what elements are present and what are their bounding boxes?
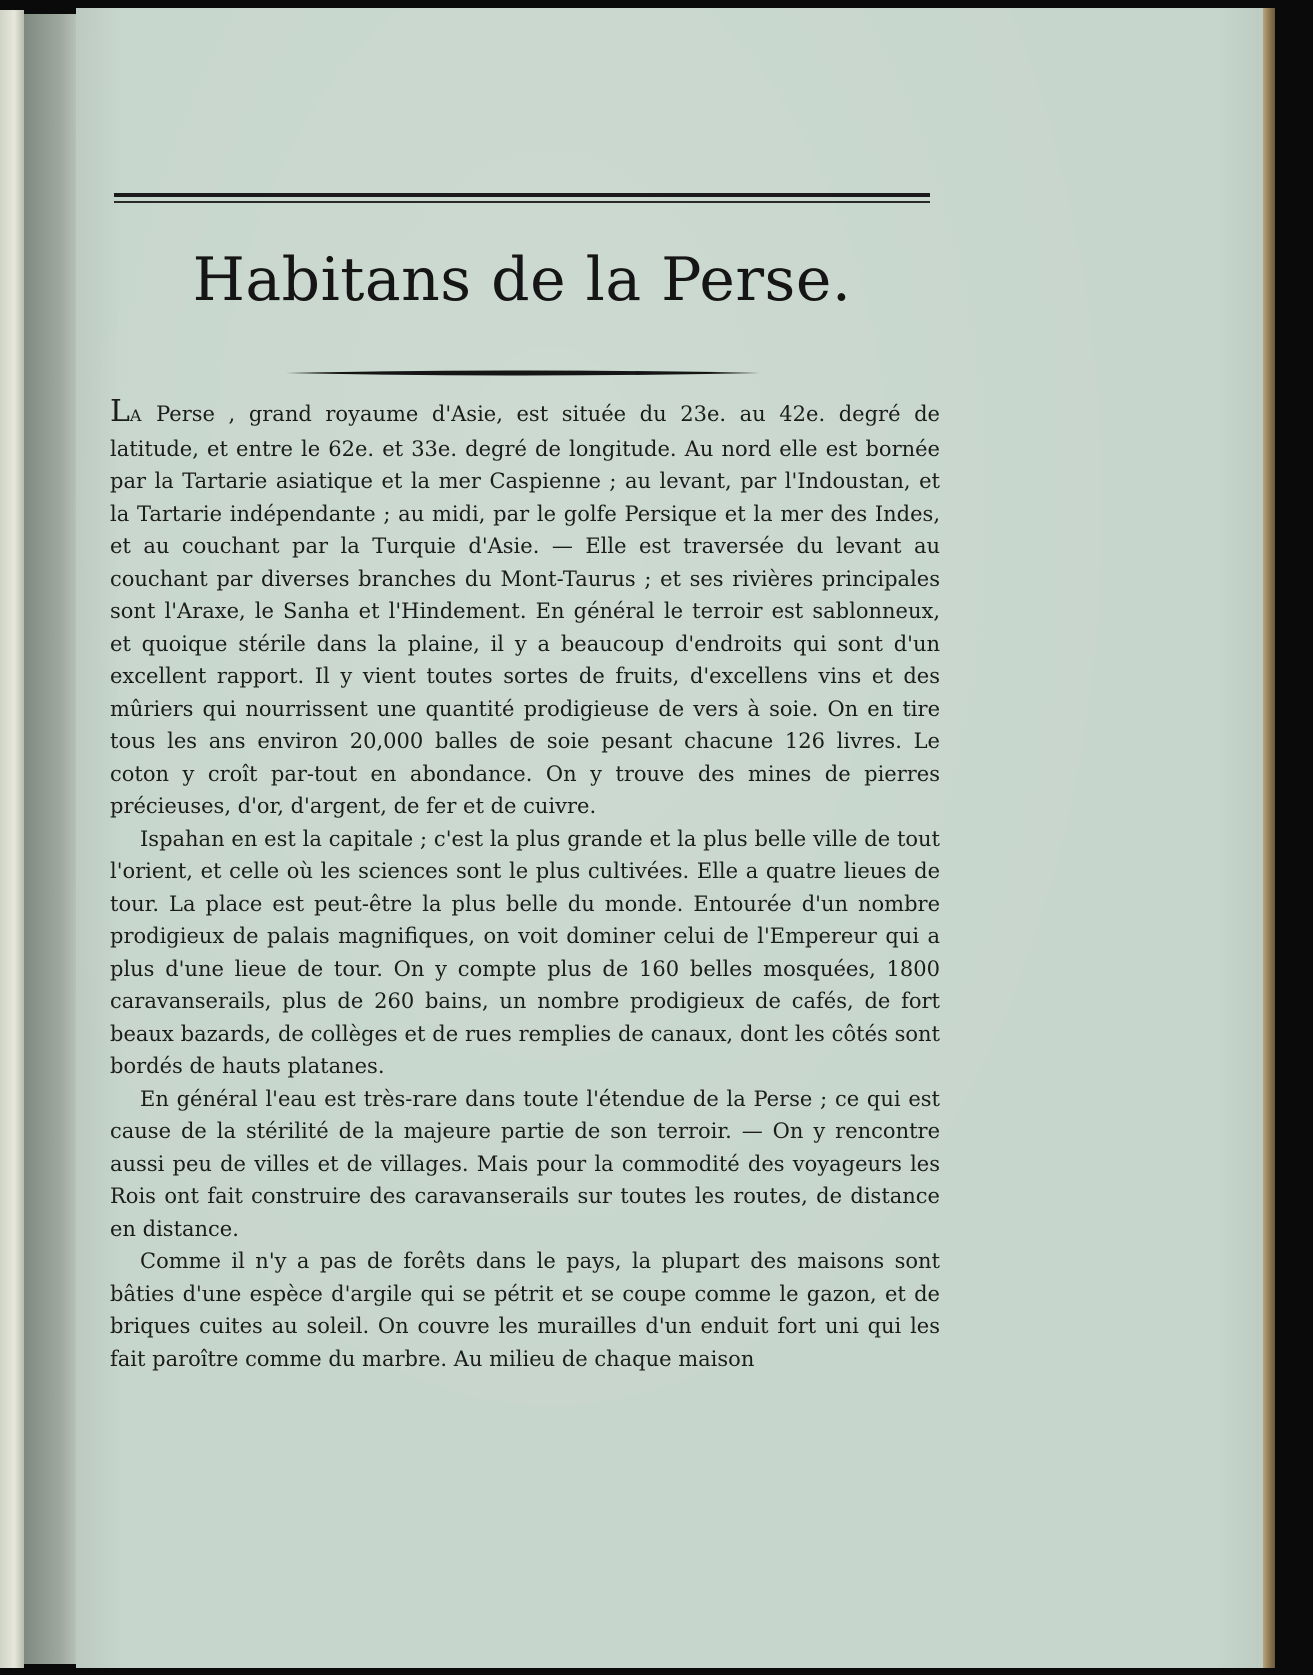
paragraph-1-text: Perse , grand royaume d'Asie, est située du 23e. au 42e. degré de latitude, et entre le 62e. et 33e. degré de longitude. Au nord elle est bornée par la Tartarie asiatique et la mer Caspienne ; au levant, par l'Indoustan, et la Tartarie indépendante ; au midi, par le golfe Persique et la mer des Indes, et au couchant par la Turquie d'Asie. — Elle est traversée du levant au couchant par diverses branches du Mont-Taurus ; et ses rivières principales sont l'Araxe, le Sanha et l'Hindement. En général le terroir est sablonneux, et quoique stérile dans la plaine, il y a beaucoup d'endroits qui sont d'un excellent rapport. Il y vient toutes sortes de fruits, d'excellens vins et des mûriers qui nourrissent une quantité prodigieuse de vers à soie. On en tire tous les ans environ 20,000 balles de soie pesant chacune 126 livres. Le coton y croît par-tout en abondance. On y trouve des mines de pierres précieuses, d'or, d'argent, de fer et de cuivre. [110, 402, 940, 818]
paragraph-1 [110, 394, 940, 823]
header-rule-thick [114, 193, 930, 197]
header-rule-thin [114, 201, 930, 203]
drop-cap: L [110, 394, 130, 429]
header-double-rule [114, 193, 930, 205]
paragraph-4: Comme il n'y a pas de forêts dans le pays, la plupart des maisons sont bâties d'une espèce d'argile qui se pétrit et se coupe comme le gazon, et de briques cuites au soleil. On couvre les murailles d'un enduit fort uni qui les fait paroître comme du marbre. Au milieu de chaque maison [110, 1249, 940, 1371]
ornament-rule-icon [286, 370, 760, 376]
paragraph-2: Ispahan en est la capitale ; c'est la plus grande et la plus belle ville de tout l'orient, et celle où les sciences sont le plus cultivées. Elle a quatre lieues de tour. La place est peut-être la plus belle du monde. Entourée d'un nombre prodigieux de palais magnifiques, on voit dominer celui de l'Empereur qui a plus d'une lieue de tour. On y compte plus de 160 belles mosquées, 1800 caravanserails, plus de 260 bains, un nombre prodigieux de cafés, de fort beaux bazards, de collèges et de rues remplies de canaux, dont les côtés sont bordés de hauts platanes. [110, 826, 940, 1078]
article-body [110, 394, 940, 1375]
left-page-edge [0, 10, 24, 1668]
page-fore-edge [1263, 8, 1275, 1668]
book-gutter [24, 14, 76, 1664]
page-title: Habitans de la Perse. [192, 245, 852, 315]
title-ornament-rule [286, 370, 760, 376]
small-cap: A [129, 406, 143, 425]
paragraph-3: En général l'eau est très-rare dans toute l'étendue de la Perse ; ce qui est cause de la stérilité de la majeure partie de son terroir. — On y rencontre aussi peu de villes et de villages. Mais pour la commodité des voyageurs les Rois ont fait construire des caravanserails sur toutes les routes, de distance en distance. [110, 1086, 940, 1241]
